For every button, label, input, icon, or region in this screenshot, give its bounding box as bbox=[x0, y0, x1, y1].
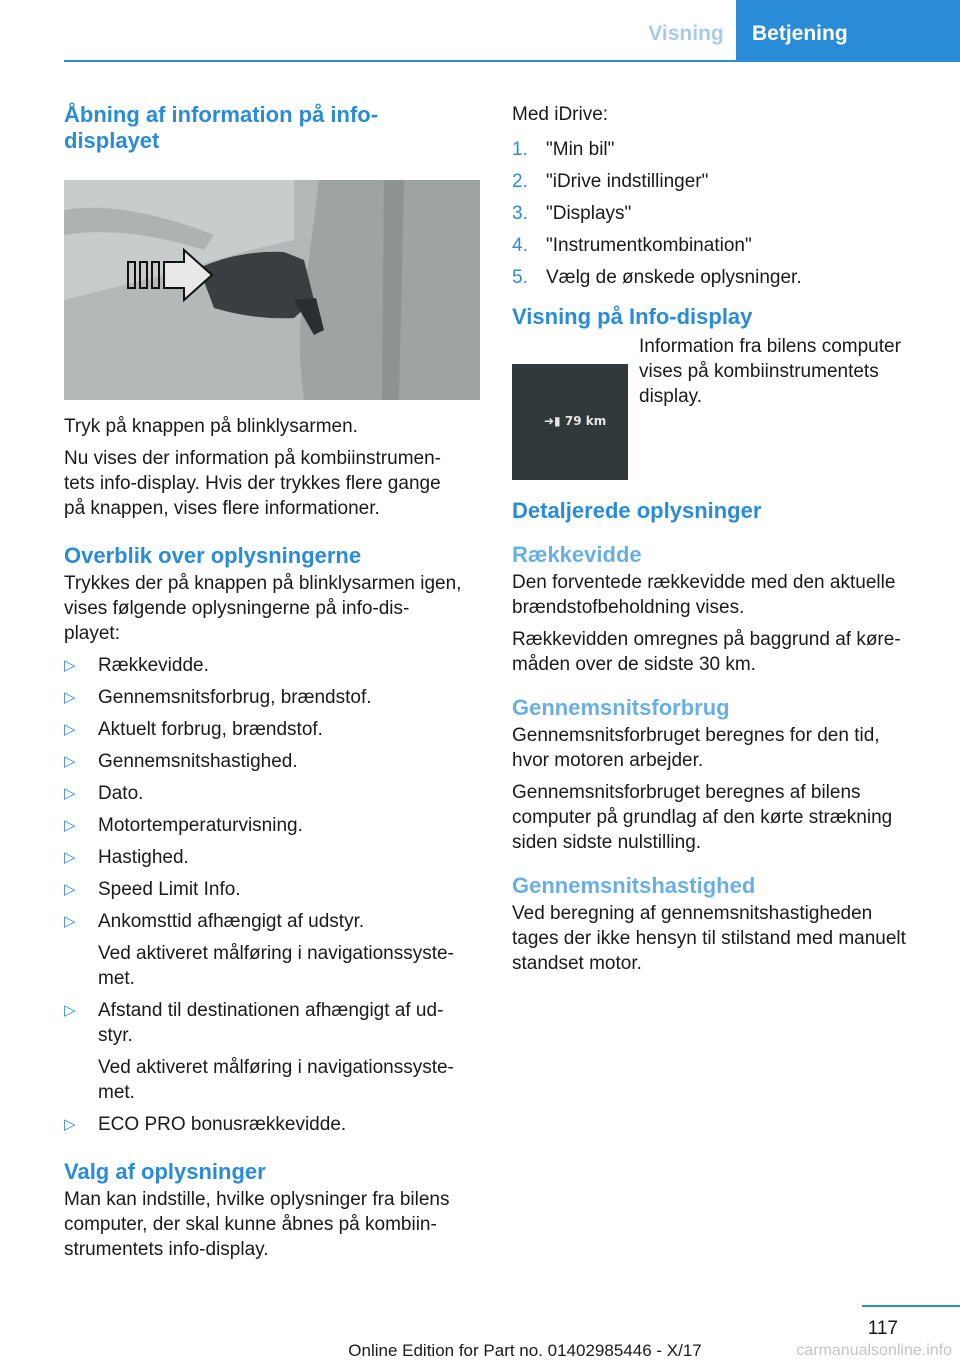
tab-visning[interactable]: Visning bbox=[648, 22, 724, 45]
text-range-2: Rækkevidden omregnes på baggrund af køre- måden over de sidste 30 km. bbox=[512, 629, 901, 675]
list-item: ▷ Hastighed. bbox=[64, 847, 189, 868]
range-arrow-icon: ➜▮ bbox=[544, 414, 561, 428]
step-item: 4. "Instrumentkombination" bbox=[512, 235, 752, 256]
triangle-bullet-icon: ▷ bbox=[64, 913, 76, 930]
watermark: carmanualsonline.info bbox=[796, 1342, 952, 1359]
edition-line: Online Edition for Part no. 01402985446 - X/17 bbox=[348, 1341, 702, 1360]
triangle-bullet-icon: ▷ bbox=[64, 657, 76, 674]
text-idrive-intro: Med iDrive: bbox=[512, 104, 609, 125]
list-item: ▷ Aktuelt forbrug, brændstof. bbox=[64, 719, 323, 740]
list-item: ▷ Gennemsnitsforbrug, brændstof. bbox=[64, 687, 372, 708]
subheading-range: Rækkevidde bbox=[512, 542, 642, 567]
text-info-display: Information fra bilens computer vises på kombiinstrumentets display. bbox=[639, 336, 901, 407]
text-select-info: Man kan indstille, hvilke oplysninger fra bilens computer, der skal kunne åbnes på kombiin- strumentets info-display. bbox=[64, 1189, 450, 1260]
triangle-bullet-icon: ▷ bbox=[64, 1116, 76, 1133]
triangle-bullet-icon: ▷ bbox=[64, 785, 76, 802]
left-column bbox=[64, 102, 480, 1269]
list-item: ▷ Afstand til destinationen afhængigt af ud- styr. Ved aktiveret målføring i navigationssyste- met. bbox=[64, 998, 480, 1105]
list-item: ▷ ECO PRO bonusrækkevidde. bbox=[64, 1114, 347, 1135]
right-column bbox=[512, 102, 932, 983]
triangle-bullet-icon: ▷ bbox=[64, 689, 76, 706]
info-display-block bbox=[512, 334, 932, 456]
heading-select-info: Valg af oplysninger bbox=[64, 1159, 266, 1184]
heading-open-info: Åbning af information på info- displayet bbox=[64, 102, 379, 153]
text-info-shown: Nu vises der information på kombiinstrumen- tets info-display. Hvis der trykkes flere gange på knappen, vises flere informationer. bbox=[64, 448, 441, 519]
subheading-avg-consumption: Gennemsnitsforbrug bbox=[512, 695, 730, 720]
list-item-note: Ved aktiveret målføring i navigationssyste- met. bbox=[98, 1057, 454, 1103]
tab-betjening[interactable]: Betjening bbox=[736, 0, 960, 62]
info-list bbox=[64, 653, 480, 1137]
triangle-bullet-icon: ▷ bbox=[64, 1002, 76, 1019]
list-item: ▷ Motortemperaturvisning. bbox=[64, 815, 303, 836]
range-readout: ➜▮ 79 km bbox=[544, 414, 607, 428]
list-item: ▷ Gennemsnitshastighed. bbox=[64, 751, 298, 772]
triangle-bullet-icon: ▷ bbox=[64, 753, 76, 770]
heading-info-display: Visning på Info-display bbox=[512, 304, 753, 329]
triangle-bullet-icon: ▷ bbox=[64, 817, 76, 834]
text-range-1: Den forventede rækkevidde med den aktuelle brændstofbeholdning vises. bbox=[512, 572, 896, 618]
step-item: 5. Vælg de ønskede oplysninger. bbox=[512, 267, 802, 288]
heading-detailed-info: Detaljerede oplysninger bbox=[512, 498, 762, 523]
triangle-bullet-icon: ▷ bbox=[64, 721, 76, 738]
triangle-bullet-icon: ▷ bbox=[64, 849, 76, 866]
lever-illustration bbox=[64, 180, 480, 400]
footer-rule bbox=[862, 1305, 960, 1307]
turn-signal-lever-photo bbox=[64, 180, 480, 400]
info-display-image bbox=[512, 364, 628, 480]
list-item-note: Ved aktiveret målføring i navigationssyste- met. bbox=[98, 943, 454, 989]
subheading-avg-speed: Gennemsnitshastighed bbox=[512, 873, 756, 898]
text-overview: Trykkes der på knappen på blinklysarmen igen, vises følgende oplysningerne på info-dis- playet: bbox=[64, 573, 462, 644]
heading-overview: Overblik over oplysningerne bbox=[64, 543, 362, 568]
list-item: ▷ Ankomsttid afhængigt af udstyr. Ved aktiveret målføring i navigationssyste- met. bbox=[64, 909, 480, 991]
list-item: ▷ Rækkevidde. bbox=[64, 655, 209, 676]
step-item: 1. "Min bil" bbox=[512, 139, 615, 160]
page-header bbox=[0, 0, 960, 62]
list-item: ▷ Dato. bbox=[64, 783, 144, 804]
list-item: ▷ Speed Limit Info. bbox=[64, 879, 241, 900]
step-item: 3. "Displays" bbox=[512, 203, 632, 224]
triangle-bullet-icon: ▷ bbox=[64, 881, 76, 898]
page-number: 117 bbox=[867, 1318, 898, 1339]
text-avg-consumption-2: Gennemsnitsforbruget beregnes af bilens computer på grundlag af den kørte strækning siden sidste nulstilling. bbox=[512, 782, 893, 853]
text-press-button: Tryk på knappen på blinklysarmen. bbox=[64, 416, 358, 437]
text-avg-speed: Ved beregning af gennemsnitshastigheden tages der ikke hensyn til stilstand med manuelt standset motor. bbox=[512, 903, 906, 974]
idrive-steps bbox=[512, 137, 932, 290]
text-avg-consumption-1: Gennemsnitsforbruget beregnes for den tid, hvor motoren arbejder. bbox=[512, 725, 880, 771]
header-rule bbox=[64, 60, 960, 62]
step-item: 2. "iDrive indstillinger" bbox=[512, 171, 709, 192]
